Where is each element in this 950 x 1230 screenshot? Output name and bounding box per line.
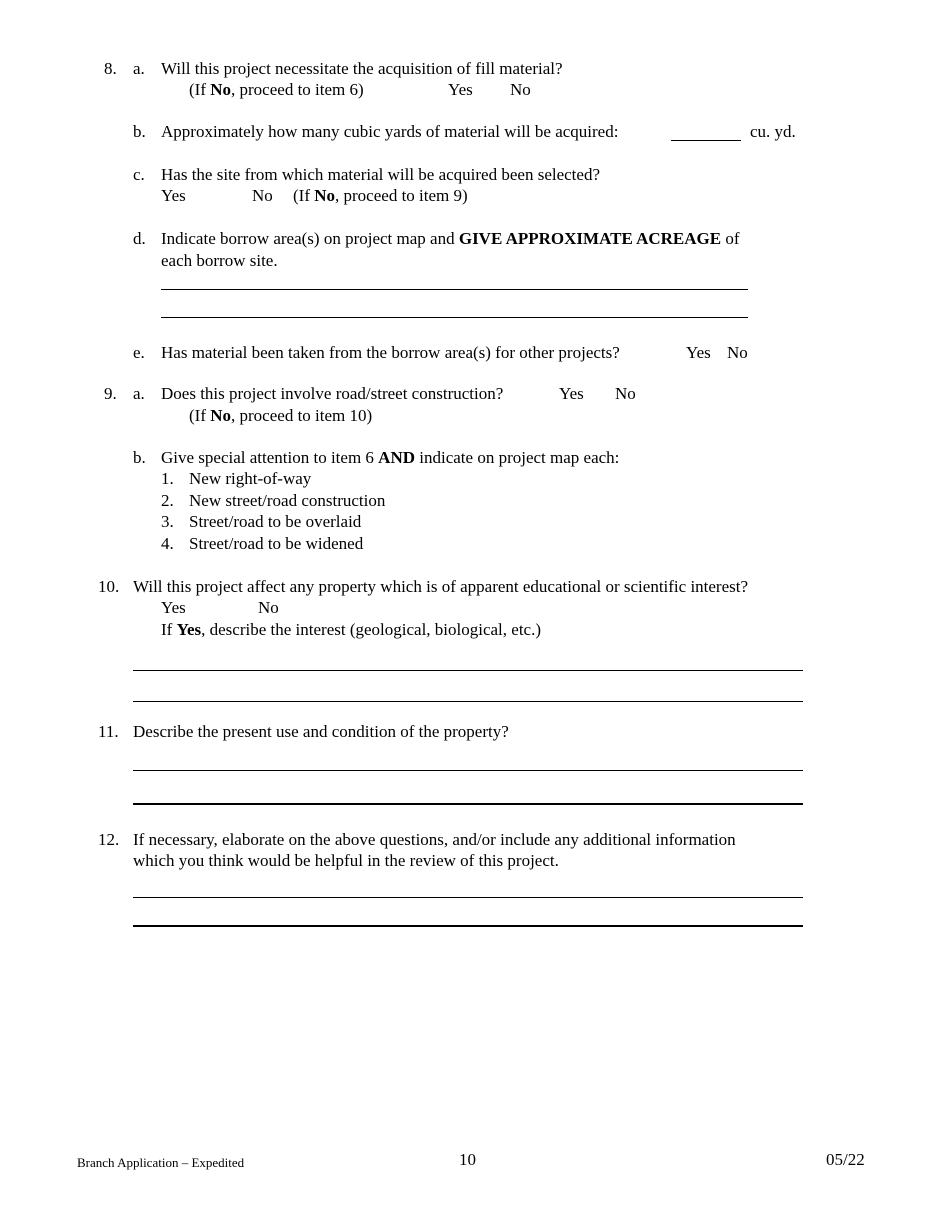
q9a-note: (If No, proceed to item 10) (189, 406, 373, 425)
q12-number: 12. (98, 830, 120, 849)
q9b-letter: b. (133, 448, 146, 467)
q9a-letter: a. (133, 384, 145, 403)
q8c-note: (If No, proceed to item 9) (293, 186, 468, 205)
q8-number: 8. (104, 59, 117, 78)
q10-note: If Yes, describe the interest (geological, biological, etc.) (161, 620, 542, 639)
q8c-yes-option[interactable]: Yes (161, 186, 186, 205)
q8b-unit: cu. yd. (750, 122, 796, 141)
q10-yes-option[interactable]: Yes (161, 598, 186, 617)
q9a-question: Does this project involve road/street construction? (161, 384, 504, 403)
q9b-item-label: New street/road construction (189, 491, 386, 510)
footer-revision-date: 05/22 (826, 1150, 865, 1169)
q8d-answer-line-1[interactable] (161, 289, 748, 290)
q8a-question: Will this project necessitate the acquisition of fill material? (161, 59, 563, 78)
q11-answer-line-2[interactable] (133, 803, 803, 805)
q10-question: Will this project affect any property which is of apparent educational or scientific interest? (133, 577, 749, 596)
q9b-item-number: 3. (161, 512, 174, 531)
q10-no-option[interactable]: No (258, 598, 279, 617)
q8a-no-option[interactable]: No (510, 80, 531, 99)
q9b-item-label: Street/road to be overlaid (189, 512, 362, 531)
q8e-yes-option[interactable]: Yes (686, 343, 711, 362)
q8a-yes-option[interactable]: Yes (448, 80, 473, 99)
q8a-note: (If No, proceed to item 6) (189, 80, 364, 99)
q8e-letter: e. (133, 343, 145, 362)
q8d-question: Indicate borrow area(s) on project map and GIVE APPROXIMATE ACREAGE of (161, 229, 740, 248)
q12-answer-line-1[interactable] (133, 897, 803, 898)
q9b-item-number: 2. (161, 491, 174, 510)
q8d-letter: d. (133, 229, 146, 248)
q11-question: Describe the present use and condition of the property? (133, 722, 509, 741)
q8c-question: Has the site from which material will be acquired been selected? (161, 165, 600, 184)
q8e-question: Has material been taken from the borrow area(s) for other projects? (161, 343, 620, 362)
q10-answer-line-2[interactable] (133, 701, 803, 702)
footer-page-number: 10 (459, 1150, 476, 1169)
q9b-item-number: 4. (161, 534, 174, 553)
q12-question-line2: which you think would be helpful in the review of this project. (133, 851, 559, 870)
q8b-letter: b. (133, 122, 146, 141)
q12-question: If necessary, elaborate on the above questions, and/or include any additional information (133, 830, 736, 849)
q10-number: 10. (98, 577, 120, 596)
q9a-yes-option[interactable]: Yes (559, 384, 584, 403)
q9a-no-option[interactable]: No (615, 384, 636, 403)
q9b-item-label: Street/road to be widened (189, 534, 364, 553)
q11-number: 11. (98, 722, 119, 741)
q11-answer-line-1[interactable] (133, 770, 803, 771)
q8a-letter: a. (133, 59, 145, 78)
q9b-item-number: 1. (161, 469, 174, 488)
q9b-question: Give special attention to item 6 AND indicate on project map each: (161, 448, 620, 467)
q8c-letter: c. (133, 165, 145, 184)
q8b-answer-field[interactable] (671, 140, 741, 141)
q12-answer-line-2[interactable] (133, 925, 803, 927)
q8c-no-option[interactable]: No (252, 186, 273, 205)
footer-form-title: Branch Application – Expedited (77, 1155, 245, 1170)
q8e-no-option[interactable]: No (727, 343, 748, 362)
q9b-item-label: New right-of-way (189, 469, 312, 488)
q9-number: 9. (104, 384, 117, 403)
q8b-question: Approximately how many cubic yards of material will be acquired: (161, 122, 619, 141)
q8d-answer-line-2[interactable] (161, 317, 748, 318)
q8d-question-line2: each borrow site. (161, 251, 278, 270)
q10-answer-line-1[interactable] (133, 670, 803, 671)
